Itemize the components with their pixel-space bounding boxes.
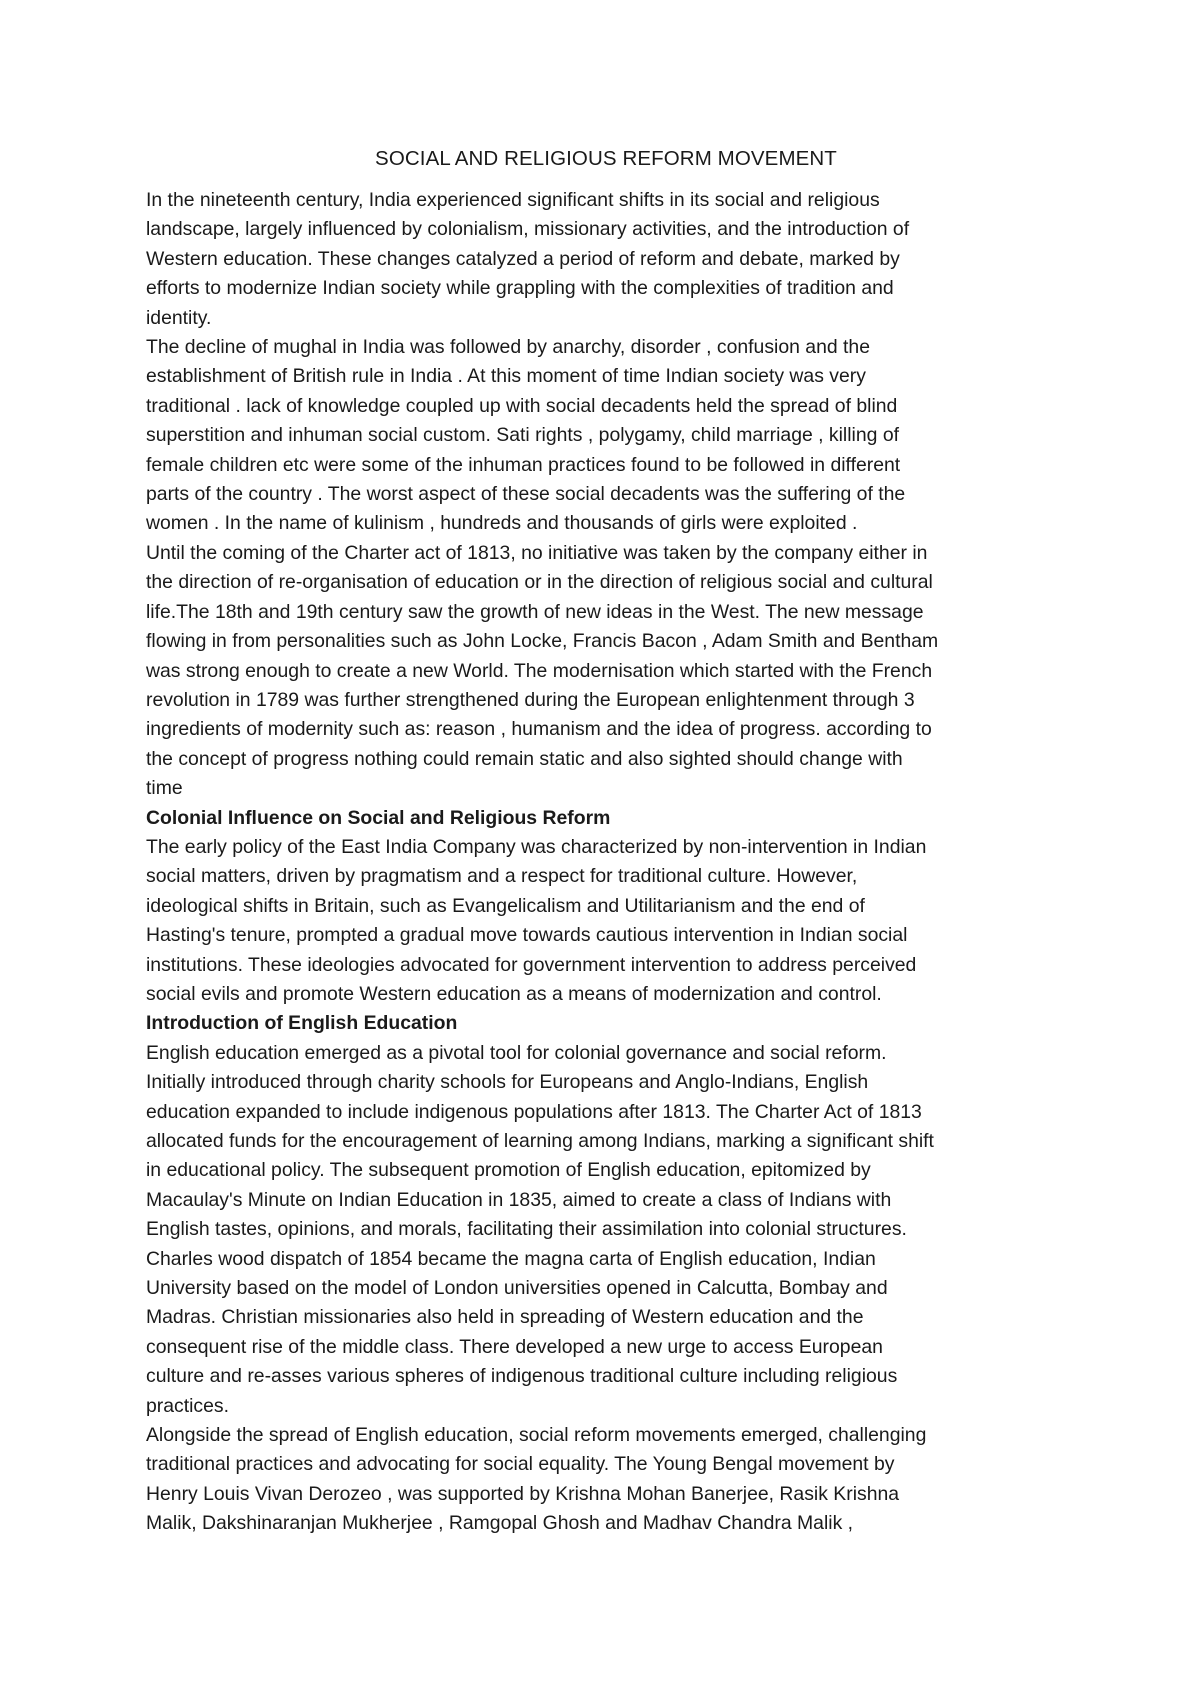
paragraph-line: female children etc were some of the inhuman practices found to be followed in different [146,453,901,476]
paragraph-line: Initially introduced through charity schools for Europeans and Anglo-Indians, English [146,1071,869,1094]
paragraph-line: life.The 18th and 19th century saw the growth of new ideas in the West. The new message [146,600,924,623]
paragraph-line: Hasting's tenure, prompted a gradual move towards cautious intervention in Indian social [146,924,908,947]
document-title: SOCIAL AND RELIGIOUS REFORM MOVEMENT [375,147,837,170]
paragraph-line: was strong enough to create a new World. The modernisation which started with the French [146,659,933,682]
paragraph-line: superstition and inhuman social custom. Sati rights , polygamy, child marriage , killing of [146,424,899,447]
section-heading: Colonial Influence on Social and Religious Reform [146,806,611,829]
paragraph-line: Alongside the spread of English education, social reform movements emerged, challenging [146,1424,927,1447]
paragraph-line: women . In the name of kulinism , hundreds and thousands of girls were exploited . [146,512,858,535]
paragraph-line: flowing in from personalities such as John Locke, Francis Bacon , Adam Smith and Bentham [146,630,939,653]
document-body [146,144,1066,1539]
paragraph-line: allocated funds for the encouragement of learning among Indians, marking a significant shift [146,1130,934,1152]
paragraph [146,1421,1066,1539]
paragraph-line: institutions. These ideologies advocated for government intervention to address perceived [146,953,917,976]
paragraph-line: Malik, Dakshinaranjan Mukherjee , Ramgopal Ghosh and Madhav Chandra Malik , [146,1512,854,1535]
paragraph-line: ingredients of modernity such as: reason , humanism and the idea of progress. according to [146,718,932,741]
paragraph-line: the direction of re-organisation of education or in the direction of religious social and cultural [146,571,933,594]
paragraph-line: The decline of mughal in India was followed by anarchy, disorder , confusion and the [146,336,870,359]
paragraph-line: Until the coming of the Charter act of 1813, no initiative was taken by the company either in [146,541,928,564]
paragraph-line: English tastes, opinions, and morals, facilitating their assimilation into colonial structures. [146,1218,907,1241]
paragraph-line: The early policy of the East India Company was characterized by non-intervention in Indian [146,835,927,858]
paragraph-line: practices. [146,1394,229,1417]
paragraph-line: ideological shifts in Britain, such as Evangelicalism and Utilitarianism and the end of [146,894,865,917]
paragraph-line: efforts to modernize Indian society while grappling with the complexities of tradition and [146,277,894,300]
paragraph-line: Henry Louis Vivan Derozeo , was supported by Krishna Mohan Banerjee, Rasik Krishna [146,1482,900,1505]
paragraph-line: culture and re-asses various spheres of indigenous traditional culture including religious [146,1365,898,1388]
paragraph-line: parts of the country . The worst aspect of these social decadents was the suffering of the [146,483,906,506]
paragraph-line: education expanded to include indigenous populations after 1813. The Charter Act of 1813 [146,1100,922,1123]
paragraph-line: English education emerged as a pivotal tool for colonial governance and social reform. [146,1041,887,1064]
paragraph-line: Charles wood dispatch of 1854 became the magna carta of English education, Indian [146,1247,876,1270]
paragraph-line: Western education. These changes catalyzed a period of reform and debate, marked by [146,247,900,270]
paragraph [146,539,1066,804]
section-heading: Introduction of English Education [146,1012,458,1035]
paragraph [146,1039,1066,1421]
paragraph-line: time [146,777,183,800]
paragraph-line: traditional practices and advocating for social equality. The Young Bengal movement by [146,1453,895,1476]
paragraph-line: Macaulay's Minute on Indian Education in 1835, aimed to create a class of Indians with [146,1188,892,1211]
paragraph [146,186,1066,333]
paragraph-line: University based on the model of London universities opened in Calcutta, Bombay and [146,1277,888,1300]
paragraph-line: social matters, driven by pragmatism and a respect for traditional culture. However, [146,865,858,888]
paragraph-line: In the nineteenth century, India experienced significant shifts in its social and religious [146,189,880,211]
paragraph-line: revolution in 1789 was further strengthened during the European enlightenment through 3 [146,688,915,711]
paragraph-line: Madras. Christian missionaries also held in spreading of Western education and the [146,1306,864,1329]
paragraph-line: social evils and promote Western education as a means of modernization and control. [146,982,882,1005]
paragraph-line: establishment of British rule in India . At this moment of time Indian society was very [146,365,866,388]
paragraph-line: traditional . lack of knowledge coupled up with social decadents held the spread of blind [146,394,898,417]
paragraph-line: landscape, largely influenced by colonialism, missionary activities, and the introduction of [146,218,910,241]
paragraph [146,833,1066,1009]
paragraph-line: consequent rise of the middle class. There developed a new urge to access European [146,1335,883,1358]
paragraph-line: in educational policy. The subsequent promotion of English education, epitomized by [146,1159,871,1182]
paragraph [146,333,1066,539]
paragraph-line: identity. [146,306,212,329]
paragraph-line: the concept of progress nothing could remain static and also sighted should change with [146,747,903,770]
